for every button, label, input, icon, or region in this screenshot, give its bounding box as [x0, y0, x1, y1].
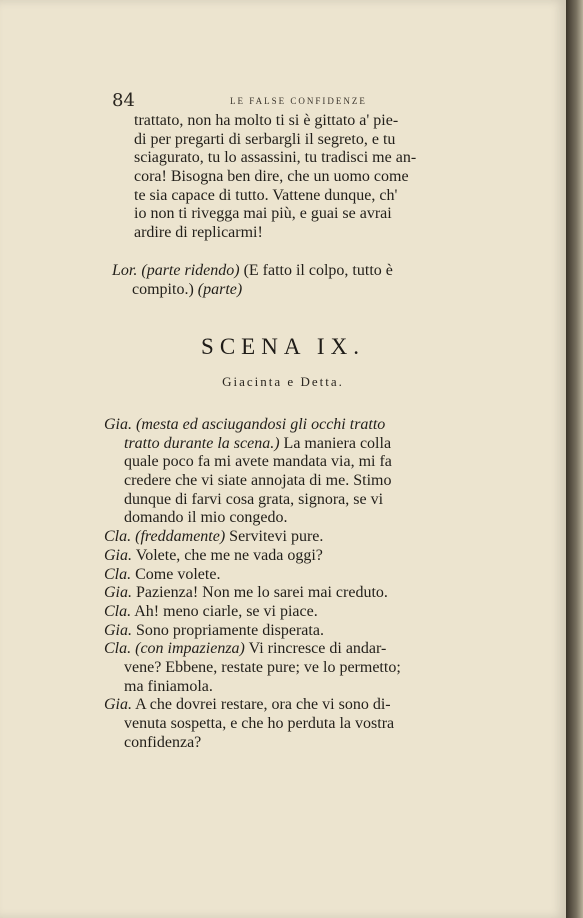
speaker-label: Cla. — [104, 602, 132, 620]
speaker-label: Cla. — [104, 528, 132, 546]
speech-text: Volete, che me ne vada oggi? — [135, 546, 323, 564]
stage-direction: (parte ridendo) — [141, 262, 240, 279]
stage-direction: (con impazienza) — [135, 640, 245, 658]
speech-line — [104, 584, 401, 603]
page-number: 84 — [112, 90, 135, 111]
speaker-label: Gia. — [104, 696, 132, 714]
stage-direction: tratto durante la scena.) — [124, 434, 280, 452]
text-line: ardire di replicarmi! — [134, 224, 263, 242]
speech-text: Come volete. — [135, 565, 221, 583]
text-line: trattato, non ha molto ti si è gittato a' pie- — [134, 112, 399, 129]
speech-line — [104, 416, 401, 435]
text-line: sciagurato, tu lo assassini, tu tradisci me an- — [134, 149, 417, 167]
page-edge — [566, 0, 583, 918]
speech-text: (E fatto il colpo, tutto è — [243, 262, 393, 279]
speech-line — [104, 528, 401, 547]
scene-characters: Giacinta e Detta. — [222, 374, 344, 389]
speech-line — [104, 622, 401, 641]
speech-line — [104, 435, 401, 454]
speaker-label: Gia. — [104, 584, 132, 602]
speech-text: Servitevi pure. — [229, 528, 324, 546]
speaker-label: Gia. — [104, 621, 132, 639]
text-line: cora! Bisogna ben dire, che un uomo come — [134, 168, 409, 186]
speech-text: La maniera colla — [283, 434, 392, 452]
dialogue — [104, 416, 401, 752]
stage-direction: (freddamente) — [135, 528, 226, 546]
speech-line — [104, 566, 401, 585]
speaker-label: Gia. — [104, 546, 132, 564]
speech-text: Pazienza! Non me lo sarei mai creduto. — [136, 584, 388, 602]
speech-line — [112, 262, 393, 281]
speech-text: Ah! meno ciarle, se vi piace. — [134, 602, 318, 620]
speech-line: vene? Ebbene, restate pure; ve lo permetto; — [124, 658, 401, 676]
lor-speech — [112, 262, 393, 299]
speech-line — [104, 603, 401, 622]
text-line: di per pregarti di serbargli il segreto, e tu — [134, 130, 396, 148]
text-line: te sia capace di tutto. Vattene dunque, ch' — [134, 186, 398, 204]
speech-line — [104, 640, 401, 659]
speaker-label: Cla. — [104, 565, 132, 583]
speech-line: confidenza? — [124, 733, 202, 751]
speaker-label: Gia. — [104, 416, 132, 433]
speech-text: Vi rincresce di andar- — [248, 640, 387, 658]
speaker-label: Lor. — [112, 262, 138, 279]
speech-line: ma finiamola. — [124, 677, 213, 695]
scene-heading: SCENA IX. — [201, 334, 365, 359]
stage-direction: (mesta ed asciugandosi gli occhi tratto — [136, 416, 386, 433]
speech-line: credere che vi siate annojata di me. Stimo — [124, 472, 392, 490]
running-title: LE FALSE CONFIDENZE — [230, 96, 367, 106]
running-head — [112, 90, 404, 114]
speech-line: quale poco fa mi avete mandata via, mi fa — [124, 453, 392, 471]
speech-line: dunque di farvi cosa grata, signora, se vi — [124, 490, 384, 508]
speech-line: domando il mio congedo. — [124, 509, 288, 527]
text-line: io non ti rivegga mai più, e guai se avrai — [134, 205, 392, 223]
speech-text: A che dovrei restare, ora che vi sono di- — [135, 696, 391, 714]
speech-line — [112, 281, 393, 300]
top-paragraph — [134, 112, 416, 243]
stage-direction: (parte) — [197, 280, 243, 298]
speech-line: venuta sospetta, e che ho perduta la vostra — [124, 715, 395, 732]
speaker-label: Cla. — [104, 640, 132, 658]
speech-line — [104, 696, 401, 715]
speech-text: compito.) — [132, 280, 194, 298]
speech-text: Sono propriamente disperata. — [136, 621, 324, 639]
speech-line — [104, 547, 401, 566]
